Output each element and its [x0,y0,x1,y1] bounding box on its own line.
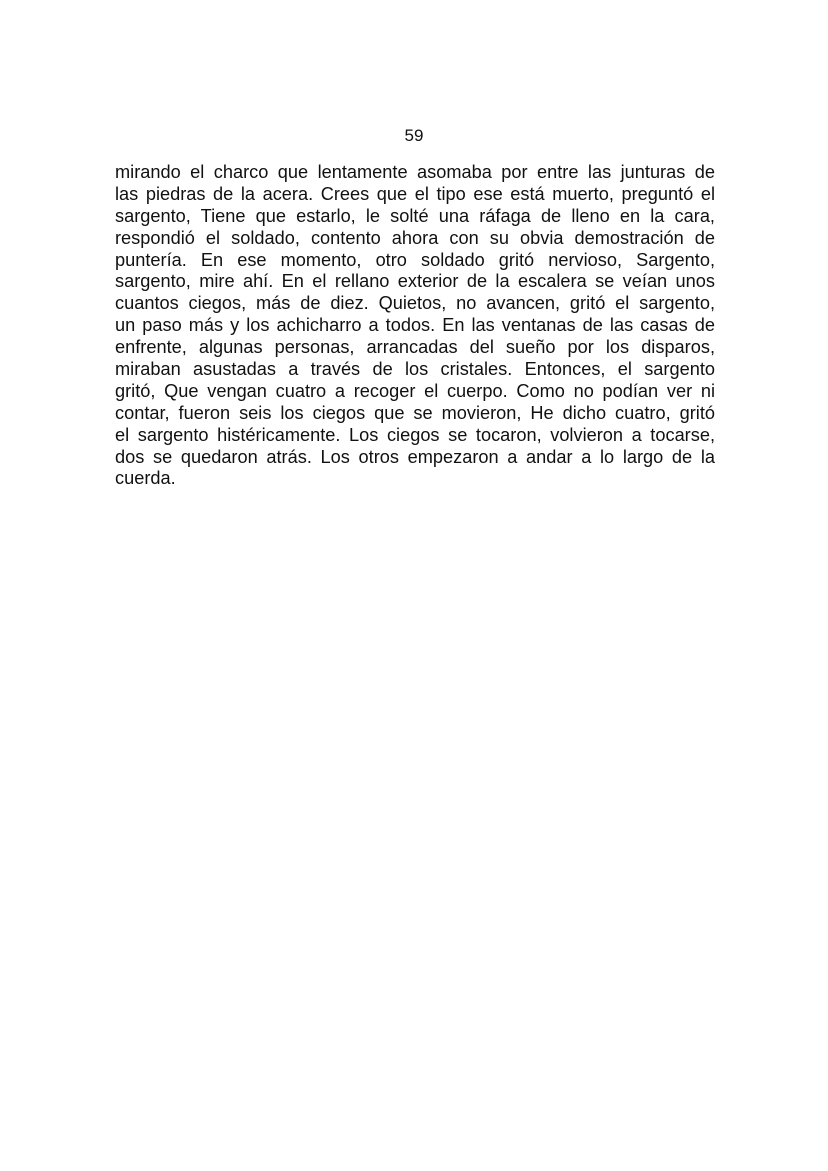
text-line: cuantos ciegos, más de diez. Quietos, no avancen, gritó el sargento, [115,293,715,314]
text-line: dos se quedaron atrás. Los otros empezaron a andar a lo largo de la [115,446,715,467]
text-line: enfrente, algunas personas, arrancadas del sueño por los disparos, [115,337,715,358]
text-line: un paso más y los achicharro a todos. En las ventanas de las casas de [115,315,715,336]
text-line: mirando el charco que lentamente asomaba por entre las junturas de [115,162,715,182]
text-line: puntería. En ese momento, otro soldado gritó nervioso, Sargento, [115,249,715,270]
text-line: miraban asustadas a través de los cristales. Entonces, el sargento [115,359,715,380]
text-line: respondió el soldado, contento ahora con su obvia demostración de [115,227,715,248]
page-number: 59 [404,126,424,145]
text-line: sargento, mire ahí. En el rellano exterior de la escalera se veían unos [115,271,715,292]
text-line: las piedras de la acera. Crees que el tipo ese está muerto, preguntó el [115,183,715,204]
text-line: contar, fueron seis los ciegos que se movieron, He dicho cuatro, gritó [115,402,715,423]
body-paragraph [115,162,715,490]
text-line: sargento, Tiene que estarlo, le solté una ráfaga de lleno en la cara, [115,205,715,226]
text-line: el sargento histéricamente. Los ciegos se tocaron, volvieron a tocarse, [115,424,715,445]
text-line: cuerda. [115,468,176,489]
text-line: gritó, Que vengan cuatro a recoger el cuerpo. Como no podían ver ni [115,380,715,401]
